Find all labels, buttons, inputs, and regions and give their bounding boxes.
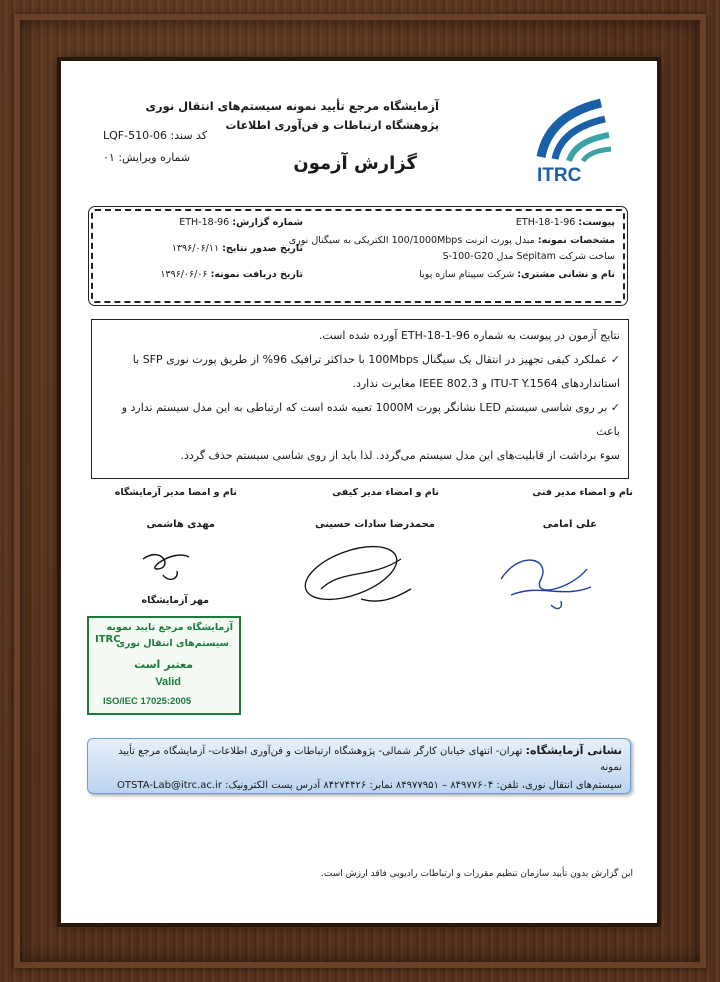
quality-manager-signature <box>301 539 421 619</box>
address-label: نشانی آزمایشگاه: <box>525 744 622 757</box>
technical-manager-name: علی امامی <box>542 519 597 530</box>
issue-date-label: تاریخ صدور نتایج: <box>222 243 303 254</box>
result-item-1-line1: عملکرد کیفی تجهیز در انتقال یک سیگنال 100Mbps با حداکثر ترافیک 96% از طریق پورت نوری SFP با <box>132 353 608 366</box>
customer: شرکت سپیتام سازه پویا <box>419 269 515 280</box>
lab-name: آزمایشگاه مرجع تأیید نمونه سیستم‌های انتقال نوری <box>145 99 439 113</box>
revision-label: شماره ویرایش: <box>118 151 191 164</box>
spec-line1: مبدل پورت اترنت 100/1000Mbps الکتریکی به سیگنال نوری <box>288 235 535 246</box>
itrc-logo <box>531 97 627 185</box>
results-intro: نتایج آزمون در پیوست به شماره 96-ETH-18-1 آورده شده است. <box>318 329 620 342</box>
checkmark-icon: ✓ <box>607 401 620 414</box>
attachment: 96-ETH-18-1 <box>515 217 576 228</box>
stamp-valid-fa: معتبر است <box>134 658 193 671</box>
result-item-2-line2: سوء برداشت از قابلیت‌های این مدل سیستم می‌گردد. لذا باید از روی شاسی سیستم حذف گردد. <box>180 449 620 462</box>
spec-label: مشخصات نمونه: <box>537 235 615 246</box>
lab-manager-signature <box>133 539 213 589</box>
lab-manager-title: نام و امضا مدیر آزمایشگاه <box>114 487 237 498</box>
issue-date: ۱۳۹۶/۰۶/۱۱ <box>171 243 220 254</box>
lab-stamp <box>87 616 241 715</box>
stamp-valid-en: Valid <box>155 676 181 688</box>
revision: ۰۱ <box>103 151 115 164</box>
result-item-1-line2: استانداردهای ITU-T Y.1564 و IEEE 802.3 مغایرت ندارد. <box>352 377 620 390</box>
lab-manager-name: مهدی هاشمی <box>146 519 215 530</box>
sample-details-box <box>91 209 625 303</box>
certificate-page <box>61 61 657 923</box>
logo-text: ITRC <box>537 165 582 185</box>
doc-code-label: کد سند: <box>170 129 208 142</box>
customer-label: نام و نشانی مشتری: <box>517 269 615 280</box>
doc-info <box>103 125 207 169</box>
technical-manager-signature <box>491 539 601 619</box>
result-item-1 <box>92 348 628 372</box>
result-item-2 <box>92 396 628 444</box>
results-box <box>91 319 629 479</box>
footer-note: این گزارش بدون تأیید سازمان تنظیم مقررات و ارتباطات رادیویی فاقد ارزش است. <box>321 869 633 879</box>
report-no-label: شماره گزارش: <box>232 217 303 228</box>
address-line1: تهران- انتهای خیابان کارگر شمالی- پژوهشگاه ارتباطات و فن‌آوری اطلاعات- آزمایشگاه مرجع تأیید نمونه <box>118 746 622 773</box>
receive-date: ۱۳۹۶/۰۶/۰۶ <box>160 269 208 280</box>
lab-email: OTSTA-Lab@itrc.ac.ir <box>117 780 222 791</box>
stamp-line2: سیستم‌های انتقال نوری <box>116 638 229 649</box>
seal-label: مهر آزمایشگاه <box>141 595 209 606</box>
technical-manager-title: نام و امضاء مدیر فنی <box>532 487 633 498</box>
quality-manager-title: نام و امضاء مدیر کیفی <box>332 487 439 498</box>
stamp-line1: آزمایشگاه مرجع تایید نمونه <box>106 622 233 633</box>
lab-address-box <box>87 738 631 794</box>
spec-line2: ساخت شرکت Sepitam مدل S-100-G20 <box>442 251 615 262</box>
doc-code: LQF-510-06 <box>103 129 168 142</box>
stamp-logo: ITRC <box>95 634 121 645</box>
result-item-2-line1: بر روی شاسی سیستم LED نشانگر پورت 1000M تعبیه شده است که ارتباطی به این مدل سیستم ندارد و باعث <box>121 401 620 438</box>
quality-manager-name: محمدرضا سادات حسینی <box>315 519 435 530</box>
attachment-label: پیوست: <box>578 217 615 228</box>
stamp-standard: ISO/IEC 17025:2005 <box>103 696 192 707</box>
page-title: گزارش آزمون <box>293 153 417 174</box>
address-line2: سیستم‌های انتقال نوری، تلفن: ۸۴۹۷۷۶۰۴ – ۸۴۹۷۷۹۵۱ نمابر: ۸۴۲۷۴۴۲۶ آدرس پست الکترونیک: <box>225 780 622 791</box>
report-no: 96-ETH-18 <box>179 217 230 228</box>
receive-date-label: تاریخ دریافت نمونه: <box>210 269 303 280</box>
itrc-logo-icon <box>531 97 627 185</box>
institute-name: پژوهشگاه ارتباطات و فن‌آوری اطلاعات <box>225 119 439 132</box>
checkmark-icon: ✓ <box>607 353 620 366</box>
